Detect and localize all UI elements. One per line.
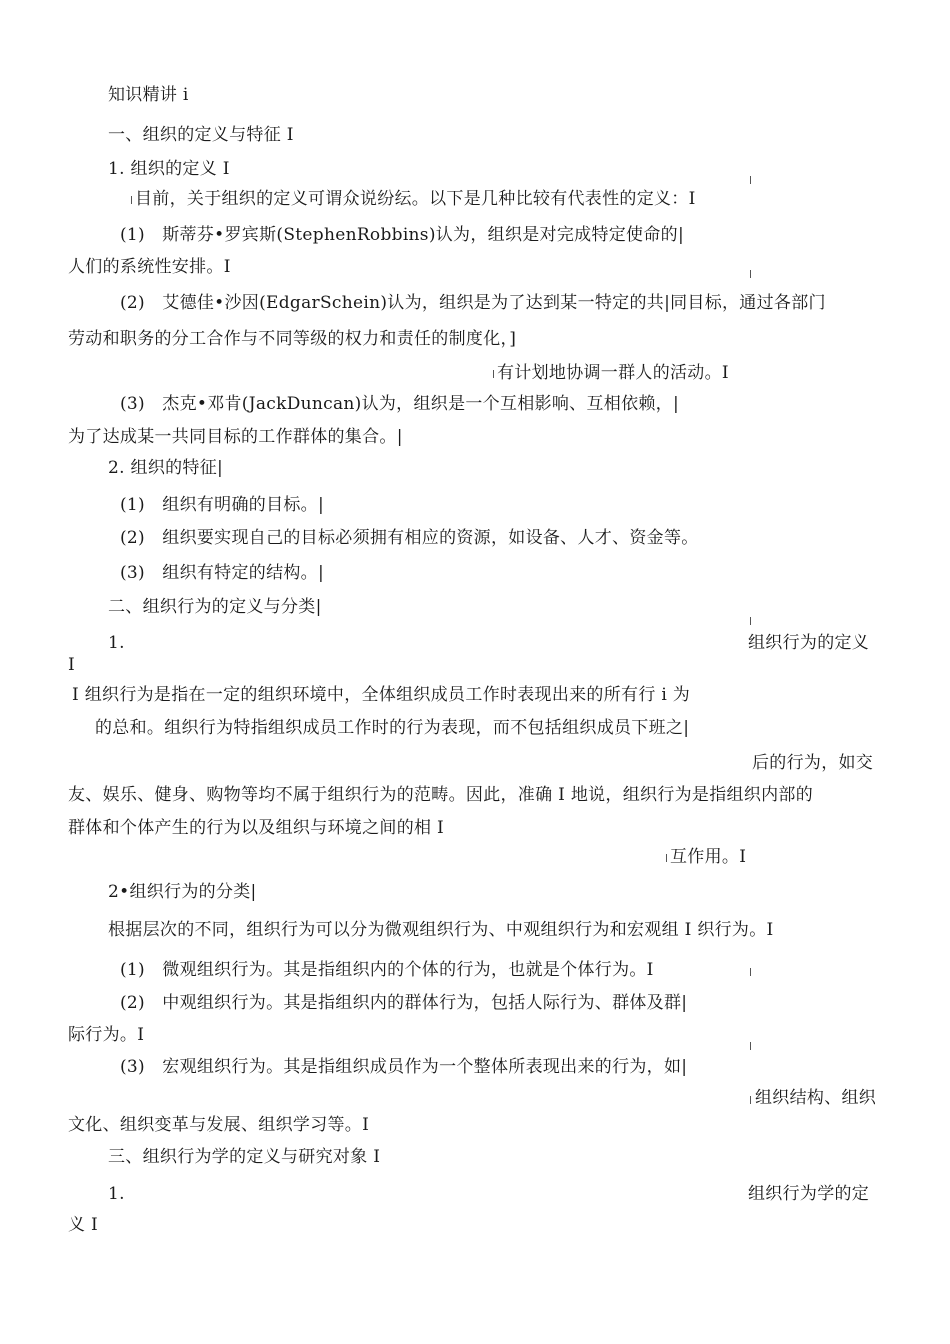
paragraph-line: 际行为。I: [68, 1025, 145, 1045]
list-item-line: (1) 微观组织行为。其是指组织内的个体的行为，也就是个体行为。I: [120, 960, 654, 980]
section-heading-2: 二、组织行为的定义与分类|: [108, 597, 322, 617]
paragraph-line: 互作用。I: [670, 847, 747, 867]
paragraph-line: 的总和。组织行为特指组织成员工作时的行为表现，而不包括组织成员下班之|: [95, 718, 690, 738]
stray-mark: [131, 196, 132, 204]
section-heading-3: 三、组织行为学的定义与研究对象 I: [108, 1147, 381, 1167]
section-heading-intro: 知识精讲 i: [108, 85, 189, 105]
subheading-2-1-number: 1.: [108, 633, 125, 653]
paragraph-line: 劳动和职务的分工合作与不同等级的权力和责任的制度化，]: [68, 329, 517, 349]
paragraph-line: 后的行为，如交: [752, 753, 874, 773]
subheading-1-2: 2. 组织的特征|: [108, 458, 224, 478]
stray-mark: [750, 1042, 751, 1050]
paragraph-line: 友、娱乐、健身、购物等均不属于组织行为的范畴。因此，准确 I 地说，组织行为是指组织内部的: [68, 785, 814, 805]
paragraph-line: 文化、组织变革与发展、组织学习等。I: [68, 1115, 370, 1135]
stray-mark: [493, 370, 494, 378]
stray-mark: [750, 270, 751, 278]
list-item-line: (3) 杰克•邓肯(JackDuncan)认为，组织是一个互相影响、互相依赖，|: [120, 394, 680, 414]
list-item-line: (3) 组织有特定的结构。|: [120, 563, 325, 583]
section-heading-1: 一、组织的定义与特征 I: [108, 125, 294, 145]
stray-mark: [750, 1096, 751, 1104]
stray-mark: [750, 176, 751, 184]
paragraph-line: 为了达成某一共同目标的工作群体的集合。|: [68, 427, 403, 447]
list-item-line: (3) 宏观组织行为。其是指组织成员作为一个整体所表现出来的行为，如|: [120, 1057, 688, 1077]
list-item-line: (1) 组织有明确的目标。|: [120, 495, 325, 515]
paragraph-line: 有计划地协调一群人的活动。I: [497, 363, 729, 383]
subheading-3-1-title: 组织行为学的定: [748, 1184, 870, 1204]
stray-mark: [750, 968, 751, 976]
paragraph-line: 群体和个体产生的行为以及组织与环境之间的相 I: [68, 818, 445, 838]
list-item-line: (1) 斯蒂芬•罗宾斯(StephenRobbins)认为，组织是对完成特定使命的|: [120, 225, 684, 245]
stray-mark: [666, 854, 667, 862]
subheading-2-1-title: 组织行为的定义: [748, 633, 870, 653]
list-item-line: (2) 中观组织行为。其是指组织内的群体行为，包括人际行为、群体及群|: [120, 993, 688, 1013]
paragraph-line: 人们的系统性安排。I: [68, 257, 231, 277]
paragraph-line: I: [68, 655, 76, 675]
list-item-line: (2) 艾德佳•沙因(EdgarSchein)认为，组织是为了达到某一特定的共|同目标，通过各部门: [120, 293, 826, 313]
paragraph-line: 根据层次的不同，组织行为可以分为微观组织行为、中观组织行为和宏观组 I 织行为。I: [108, 920, 774, 940]
paragraph-line: 义 I: [68, 1215, 99, 1235]
stray-mark: [750, 617, 751, 625]
subheading-1-1: 1. 组织的定义 I: [108, 159, 230, 179]
paragraph-line: I 组织行为是指在一定的组织环境中，全体组织成员工作时表现出来的所有行 i 为: [72, 685, 691, 705]
subheading-2-2: 2•组织行为的分类|: [108, 882, 257, 902]
paragraph-line: 目前，关于组织的定义可谓众说纷纭。以下是几种比较有代表性的定义：I: [135, 189, 696, 209]
list-item-line: (2) 组织要实现自己的目标必须拥有相应的资源，如设备、人才、资金等。: [120, 528, 699, 548]
paragraph-line: 组织结构、组织: [755, 1088, 877, 1108]
subheading-3-1-number: 1.: [108, 1184, 125, 1204]
